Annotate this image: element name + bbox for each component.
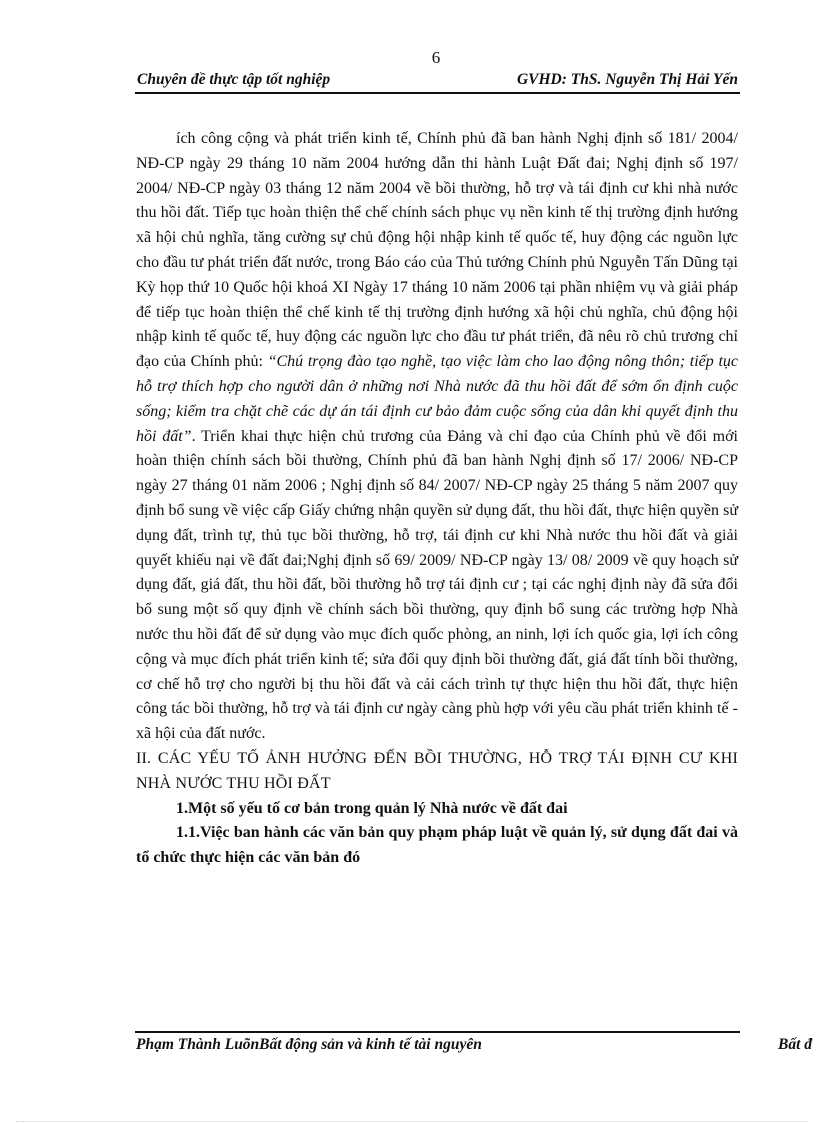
paragraph-text-continued: . Triển khai thực hiện chủ trương của Đảng và chỉ đạo của Chính phủ về đổi mới hoàn thiện chính sách bồi thường, Chính phủ đã ban hành Nghị định số 17/ 2006/ NĐ-CP ngày 27 tháng 01 năm 2006 ; Nghị định số 84/ 2007/ NĐ-CP ngày 25 tháng 5 năm 2007 quy định bổ sung về việc cấp Giấy chứng nhận quyền sử dụng đất, thu hồi đất, thực hiện quyền sử dụng đất, trình tự, thủ tục bồi thường, hỗ trợ, tái định cư khi Nhà nước thu hồi đất và giải quyết khiếu nại về đất đai;Nghị định số 69/ 2009/ NĐ-CP ngày 13/ 08/ 2009 về quy hoạch sử dụng đất, giá đất, thu hồi đất, bồi thường hỗ trợ tái định cư ; tại các nghị định này đã sửa đổi bổ sung một số quy định về chính sách bồi thường, quy định bổ sung các trường hợp Nhà nước thu hồi đất để sử dụng vào mục đích quốc phòng, an ninh, lợi ích quốc gia, lợi ích công cộng và mục đích phát triển kinh tế; sửa đổi quy định bồi thường đất, giá đất tính bồi thường, cơ chế hỗ trợ cho người bị thu hồi đất và cải cách trình tự thực hiện thu hồi đất, thực hiện công tác bồi thường, hỗ trợ và tái định cư ngày càng phù hợp với yêu cầu phát triển khinh tế - xã hội của đất nước. — [136, 427, 738, 743]
body-paragraph — [136, 127, 738, 747]
header-supervisor: GVHD: ThS. Nguyễn Thị Hải Yến — [516, 71, 738, 88]
subheading-1-1: 1.1.Việc ban hành các văn bản quy phạm pháp luật về quản lý, sử dụng đất đai và tổ chức thực hiện các văn bản đó — [136, 824, 738, 867]
document-body — [136, 127, 738, 871]
footer-overflow-text: Bất đ — [778, 1036, 813, 1053]
footer-author-major: Phạm Thành LuõnBất động sản và kinh tế tài nguyên — [136, 1036, 482, 1053]
page-header — [135, 68, 740, 94]
footer-divider — [135, 1031, 740, 1033]
paragraph-text: ích công cộng và phát triển kinh tế, Chính phủ đã ban hành Nghị định số 181/ 2004/ NĐ-CP ngày 29 tháng 10 năm 2004 hướng dẫn thi hành Luật Đất đai; Nghị định số 197/ 2004/ NĐ-CP ngày 03 tháng 12 năm 2004 về bồi thường, hỗ trợ và tái định cư khi nhà nước thu hồi đất. Tiếp tục hoàn thiện thể chế chính sách phục vụ nền kinh tế thị trường định hướng xã hội chủ nghĩa, tăng cường sự chủ động hội nhập kinh tế quốc tế, huy động các nguồn lực cho đầu tư phát triển đất nước, trong Báo cáo của Thủ tướng Chính phủ Nguyễn Tấn Dũng tại Kỳ họp thứ 10 Quốc hội khoá XI Ngày 17 tháng 10 năm 2006 tại phần nhiệm vụ và giải pháp để tiếp tục hoàn thiện thể chế kinh tế thị trường định hướng xã hội chủ nghĩa, chủ động hội nhập kinh tế quốc tế, huy động các nguồn lực cho đầu tư phát triển, đã nêu rõ chủ trương chỉ đạo của Chính phủ: — [136, 130, 738, 371]
page-bottom-edge — [16, 1121, 808, 1122]
header-thesis-title: Chuyên đề thực tập tốt nghiệp — [137, 71, 331, 88]
section-heading: II. CÁC YẾU TỐ ẢNH HƯỞNG ĐẾN BỒI THƯỜNG, HỖ TRỢ TÁI ĐỊNH CƯ KHI NHÀ NƯỚC THU HỒI ĐẤT — [136, 749, 738, 792]
government-quote: “Chú trọng đào tạo nghề, tạo việc làm cho lao động nông thôn; tiếp tục hỗ trợ thích hợp cho người dân ở những nơi Nhà nước đã thu hồi đất để sớm ổn định cuộc sống; kiểm tra chặt chẽ các dự án tái định cư bảo đảm cuộc sống của dân khi quyết định thu hồi đất” — [136, 353, 739, 445]
page-number: 6 — [431, 48, 441, 67]
subheading-1: 1.Một số yếu tố cơ bản trong quản lý Nhà nước về đất đai — [176, 799, 568, 817]
